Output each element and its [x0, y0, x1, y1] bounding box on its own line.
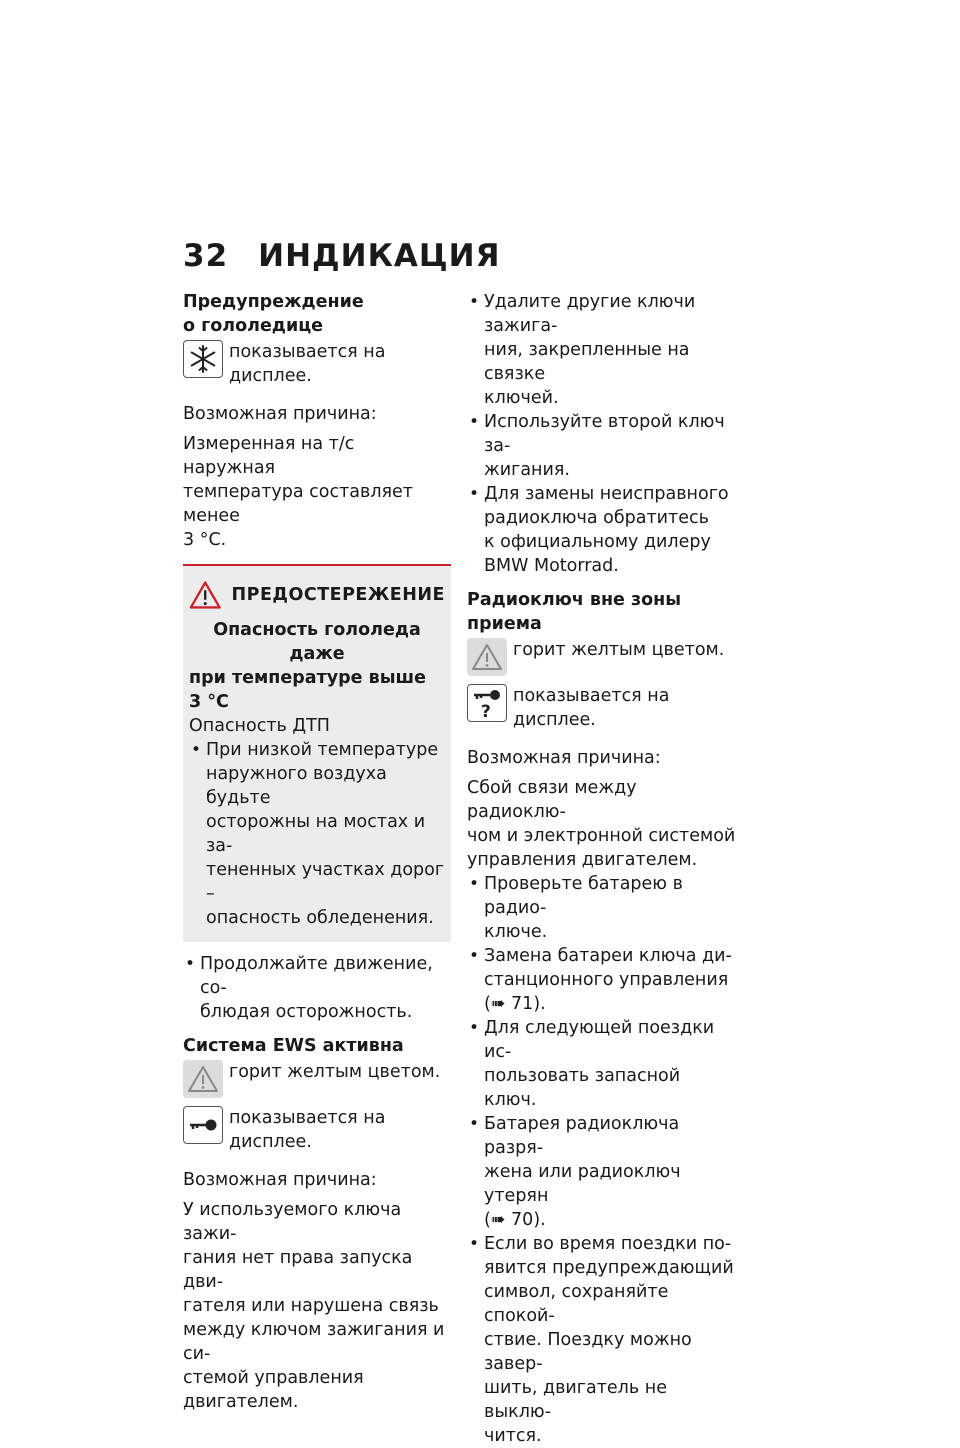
indicator-text: горит желтым цветом.: [513, 640, 725, 660]
list-item: • Проверьте батарею в радио- ключе.: [467, 872, 737, 944]
left-column: [183, 290, 451, 1414]
list-item: • Если во время поездки по- явится предупреждающий символ, сохраняйте спокой- ствие. Поездку можно завер- шить, двигатель не выклю- чится.: [467, 1232, 737, 1448]
cause-label: Возможная причина:: [183, 1170, 377, 1190]
list-item: • Используйте второй ключ за- жигания.: [467, 410, 737, 482]
indicator-general-warning: [183, 1060, 451, 1098]
cause-text: У используемого ключа зажи-: [183, 1200, 402, 1244]
list-item: • Для следующей поездки ис- пользовать запасной ключ.: [467, 1016, 737, 1112]
page-number: 32: [183, 238, 229, 274]
cause-text: гания нет права запуска дви-: [183, 1248, 413, 1292]
list-item: • Для замены неисправного радиоключа обратитесь к официальному дилеру BMW Motorrad.: [467, 482, 737, 578]
indicator-text: показывается на дисплее.: [229, 1108, 386, 1152]
list-item: • Удалите другие ключи зажига- ния, закрепленные на связке ключей.: [467, 290, 737, 410]
list-item: • Продолжайте движение, со- блюдая осторожность.: [183, 952, 451, 1024]
key-icon: [183, 1106, 223, 1144]
cause-text: управления двигателем.: [467, 850, 698, 870]
snowflake-icon: [183, 340, 223, 378]
indicator-text: показывается на дисплее.: [513, 686, 670, 730]
general-warning-icon: [467, 638, 507, 676]
warning-label: ПРЕДОСТЕРЕЖЕНИЕ: [231, 585, 445, 605]
indicator-ice-text: показывается на дисплее.: [229, 342, 386, 386]
cause-text: Сбой связи между радиоклю-: [467, 778, 637, 822]
cause-text: стемой управления двигателем.: [183, 1368, 364, 1412]
cause-text: гателя или нарушена связь: [183, 1296, 439, 1316]
warning-text: Опасность ДТП: [189, 716, 330, 736]
section-title-ews: Система EWS активна: [183, 1036, 404, 1056]
bullets-top: [467, 290, 737, 578]
indicator-general-warning: [467, 638, 737, 676]
general-warning-icon: [183, 1060, 223, 1098]
warning-subtitle: при температуре выше: [189, 668, 426, 688]
list-item: • Батарея радиоключа разря- жена или радиоключ утерян (➠ 70).: [467, 1112, 737, 1232]
section-title-ice-warning-2: о гололедице: [183, 316, 324, 336]
indicator-ice: [183, 340, 451, 388]
indicator-text: горит желтым цветом.: [229, 1062, 441, 1082]
cause-text: Измеренная на т/с наружная: [183, 434, 355, 478]
warning-triangle-icon: [189, 580, 221, 610]
indicator-key: [183, 1106, 451, 1154]
warning-subtitle: 3 °C: [189, 692, 229, 712]
cause-text: температура составляет менее: [183, 482, 414, 526]
cause-label: Возможная причина:: [183, 404, 377, 424]
warning-subtitle: Опасность гололеда даже: [213, 620, 421, 664]
cause-text: 3 °C.: [183, 530, 227, 550]
cause-label: Возможная причина:: [467, 748, 661, 768]
list-item: • Замена батареи ключа ди- станционного управления (➠ 71).: [467, 944, 737, 1016]
section-title-ice-warning: Предупреждение: [183, 292, 364, 312]
key-question-icon: [467, 684, 507, 722]
right-column: [467, 290, 737, 1448]
indicator-key-question: [467, 684, 737, 732]
section-title-radio-key: Радиоключ вне зоны: [467, 590, 682, 610]
warning-bullet: • При низкой температуре наружного воздуха будьте осторожны на мостах и за- тененных участках дорог – опасность обледенения.: [189, 738, 445, 930]
cause-text: чом и электронной системой: [467, 826, 736, 846]
cause-text: между ключом зажигания и си-: [183, 1320, 445, 1364]
page-header: [183, 238, 501, 278]
section-title-radio-key-2: приема: [467, 614, 542, 634]
warning-box: [183, 564, 451, 942]
svg-text:?: ?: [481, 702, 491, 718]
page-title: ИНДИКАЦИЯ: [258, 238, 501, 274]
